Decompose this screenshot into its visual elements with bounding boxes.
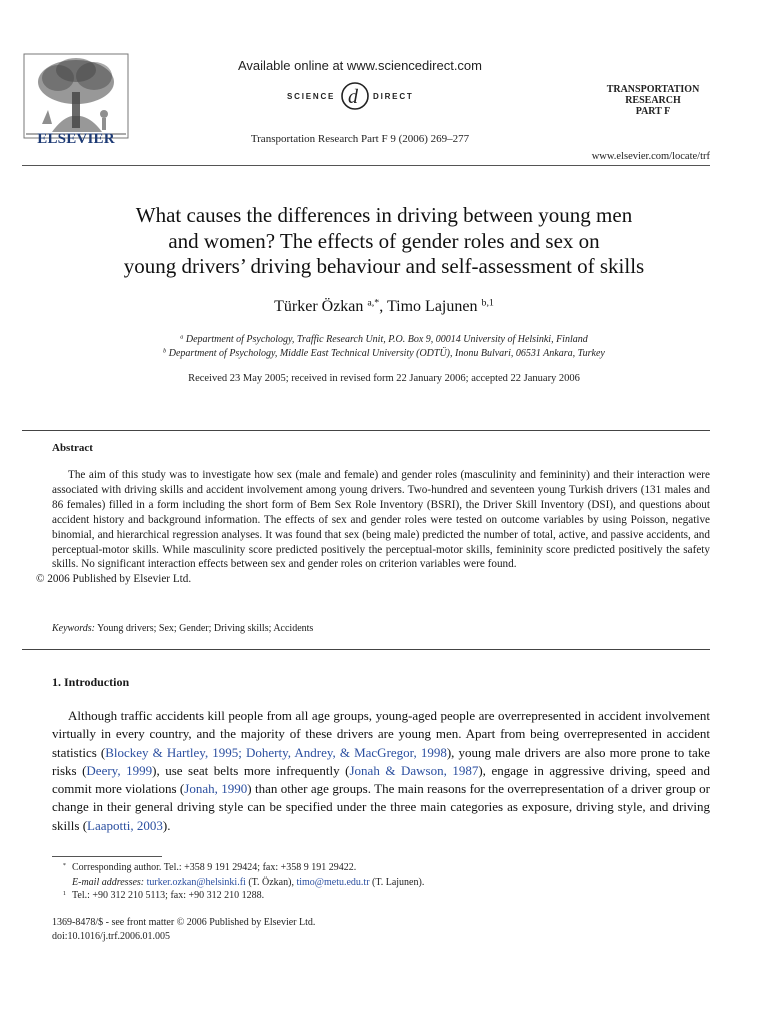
- abstract-copyright: © 2006 Published by Elsevier Ltd.: [36, 573, 192, 586]
- sciencedirect-science-word: SCIENCE: [287, 92, 336, 101]
- affiliation: [40, 348, 728, 359]
- abstract-top-divider: [22, 430, 710, 431]
- footnote-text: Tel.: +90 312 210 5113; fax: +90 312 210 1288.: [72, 890, 265, 901]
- citation-link[interactable]: Jonah, 1990: [184, 781, 248, 797]
- affiliation-text: Department of Psychology, Traffic Research Unit, P.O. Box 9, 00014 University of Helsinki, Finland: [185, 334, 588, 345]
- author-name: Timo Lajunen: [386, 298, 478, 315]
- footnote-text: (T. Özkan),: [245, 877, 297, 888]
- journal-name-line: PART F: [635, 106, 671, 117]
- received-dates: Received 23 May 2005; received in revised form 22 January 2006; accepted 22 January 2006: [188, 373, 580, 384]
- journal-name-line: TRANSPORTATION: [606, 84, 700, 95]
- affiliation-text: Department of Psychology, Middle East Technical University (ODTÜ), Inonu Bulvari, 06531 Ankara, Turkey: [168, 348, 605, 359]
- journal-name-line: RESEARCH: [625, 95, 681, 106]
- available-online-text[interactable]: Available online at www.sciencedirect.com: [238, 58, 482, 73]
- intro-text: ), use seat belts more infrequently (: [152, 762, 350, 778]
- citation-link[interactable]: Jonah & Dawson, 1987: [349, 762, 479, 778]
- citation-link[interactable]: Laapotti, 2003: [87, 817, 163, 833]
- abstract-body: [36, 468, 710, 587]
- section-heading: 1. Introduction: [52, 675, 130, 689]
- author-separator: ,: [379, 298, 387, 315]
- abstract-text: The aim of this study was to investigate how sex (male and female) and gender roles (masculinity and femininity) and their interaction were associated with driving skills and accident involvement among young drivers. Two-hundred and seventeen young Turkish drivers (131 males and 86 females) filled in a form including the short form of Bem Sex Role Inventory (BSRI), the Driver Skill Inventory (DSI), and questions about accident history and background information. The effects of sex and gender roles were tested on outcome variables by using Poisson, negative binomial, and hierarchical regression analyses. It was found that sex (being male) predicted the number of total, active, and passive accidents, and perceptual-motor skills. While masculinity score predicted positively the perceptual-motor skills, femininity score predicted positively the safety skills. No significant interaction effects between sex and gender roles on criterion variables were found.: [52, 469, 710, 571]
- email-label: E-mail addresses:: [72, 877, 145, 888]
- footnote: * Corresponding author. Tel.: +358 9 191 29424; fax: +358 9 191 29422.: [62, 861, 357, 873]
- doi-line[interactable]: doi:10.1016/j.trf.2006.01.005: [52, 931, 171, 942]
- intro-paragraph: [52, 707, 710, 835]
- paper-title: [40, 203, 728, 280]
- author-affiliation-mark[interactable]: a,*: [367, 297, 380, 309]
- issn-line: 1369-8478/$ - see front matter © 2006 Published by Elsevier Ltd.: [52, 917, 316, 928]
- intro-text: ), engage in aggressive driving, speed and commit more violations (: [52, 762, 711, 797]
- footnote: [52, 877, 692, 888]
- header-divider: [22, 165, 710, 166]
- publisher-name: ELSEVIER: [37, 131, 115, 147]
- keywords: [52, 623, 710, 634]
- footnote-text: Corresponding author. Tel.: +358 9 191 29424; fax: +358 9 191 29422.: [72, 862, 357, 873]
- footnote-divider: [52, 856, 162, 857]
- title-line: What causes the differences in driving between young men: [135, 203, 633, 227]
- intro-text: Although traffic accidents kill people from all age groups, young-aged people are overrepresented in accident involvement virtually in every country, and the majority of these drivers are young men. Apart from being overrepresented in accident statistics (: [52, 708, 710, 760]
- abstract-heading: Abstract: [52, 442, 93, 454]
- title-line: young drivers’ driving behaviour and self-assessment of skills: [123, 254, 645, 278]
- affiliation-mark: a: [180, 333, 184, 341]
- email-link[interactable]: turker.ozkan@helsinki.fi: [146, 877, 246, 888]
- svg-text:d: d: [348, 86, 358, 108]
- citation-link[interactable]: Blockey & Hartley, 1995; Doherty, Andrey, & MacGregor, 1998: [105, 744, 447, 760]
- journal-citation: Transportation Research Part F 9 (2006) 269–277: [250, 133, 470, 145]
- author-list: [40, 298, 728, 316]
- title-line: and women? The effects of gender roles and sex on: [168, 228, 600, 253]
- intro-text: ).: [162, 817, 171, 833]
- author-affiliation-mark[interactable]: b,1: [481, 297, 494, 309]
- footnote-text: (T. Lajunen).: [369, 877, 425, 888]
- intro-text: ), young male drivers are also more prone to take risks (: [52, 744, 710, 778]
- keywords-list: Young drivers; Sex; Gender; Driving skills; Accidents: [97, 623, 314, 634]
- affiliation-mark: b: [163, 347, 167, 355]
- abstract-bottom-divider: [22, 649, 710, 650]
- citation-link[interactable]: Deery, 1999: [86, 762, 153, 778]
- keywords-label: Keywords:: [52, 623, 95, 634]
- journal-url-link[interactable]: www.elsevier.com/locate/trf: [591, 151, 710, 162]
- sciencedirect-direct-word: DIRECT: [373, 92, 414, 101]
- intro-text: ) than other age groups. The main reasons for the overrepresentation of a driver group or change in their general driving style can be specified under the three main categories as exposure, driving style, and driving skills (: [52, 781, 710, 833]
- journal-name: [588, 84, 718, 117]
- footnote: $^1$ Tel.: +90 312 210 5113; fax: +90 312 210 1288.: [62, 889, 265, 901]
- affiliation: [40, 334, 728, 345]
- author-name: Türker Özkan: [274, 298, 364, 315]
- email-link[interactable]: timo@metu.edu.tr: [296, 877, 370, 888]
